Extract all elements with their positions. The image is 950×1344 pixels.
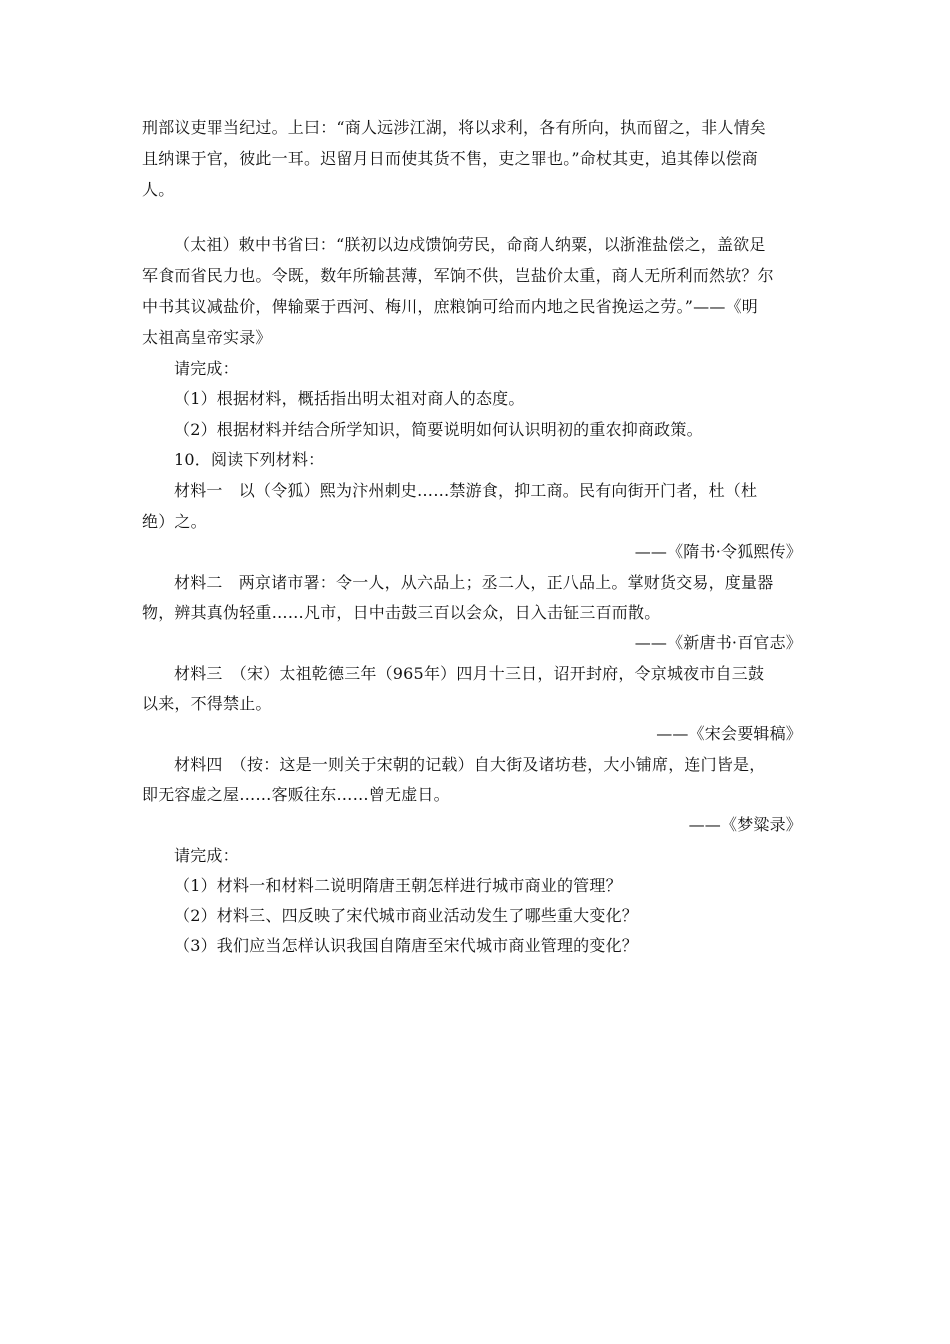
paragraph-line: 太祖高皇帝实录》 [142, 328, 272, 347]
material-line: 以来，不得禁止。 [142, 694, 272, 713]
paragraph-line: 且纳课于官，彼此一耳。迟留月日而使其货不售，吏之罪也。”命杖其吏，追其俸以偿商 [142, 149, 758, 168]
paragraph-line: 人。 [142, 180, 175, 199]
material-line: 材料三 （宋）太祖乾德三年（965年）四月十三日，诏开封府，令京城夜市自三鼓 [174, 664, 765, 683]
material-line: 材料一 以（令狐）熙为汴州刺史……禁游食，抑工商。民有向街开门者，杜（杜 [174, 481, 758, 500]
instruction-line: 请完成： [174, 359, 239, 378]
paragraph-line: 中书其议减盐价，俾输粟于西河、梅川，庶粮饷可给而内地之民省挽运之劳。”——《明 [142, 297, 758, 316]
material-line: 绝）之。 [142, 512, 207, 531]
paragraph-line: 刑部议吏罪当纪过。上曰：“商人远涉江湖，将以求利，各有所向，执而留之，非人情矣 [142, 118, 766, 137]
citation-line: ——《梦粱录》 [688, 815, 802, 834]
paragraph-line: 军食而省民力也。令既，数年所输甚薄，军饷不供，岂盐价太重，商人无所利而然欤？尔 [142, 266, 774, 285]
citation-line: ——《宋会要辑稿》 [656, 724, 802, 743]
question-line: （2）根据材料并结合所学知识，简要说明如何认识明初的重农抑商政策。 [174, 420, 703, 439]
question-line: （1）材料一和材料二说明隋唐王朝怎样进行城市商业的管理？ [174, 876, 622, 895]
instruction-line: 请完成： [174, 846, 239, 865]
question-heading: 10．阅读下列材料： [174, 450, 325, 469]
material-line: 材料四 （按：这是一则关于宋朝的记载）自大街及诸坊巷，大小铺席，连门皆是， [174, 755, 766, 774]
citation-line: ——《隋书·令狐熙传》 [634, 542, 802, 561]
material-line: 即无容虚之屋……客贩往东……曾无虚日。 [142, 785, 450, 804]
question-line: （1）根据材料，概括指出明太祖对商人的态度。 [174, 389, 525, 408]
citation-line: ——《新唐书·百官志》 [634, 633, 802, 652]
question-line: （3）我们应当怎样认识我国自隋唐至宋代城市商业管理的变化？ [174, 936, 638, 955]
paragraph-line: （太祖）敕中书省曰：“朕初以边戍馈饷劳民，命商人纳粟，以浙淮盐偿之，盖欲足 [174, 235, 766, 254]
material-line: 材料二 两京诸市署：令一人，从六品上；丞二人，正八品上。掌财货交易，度量器 [174, 573, 774, 592]
material-line: 物，辨其真伪轻重……凡市，日中击鼓三百以会众，日入击钲三百而散。 [142, 603, 661, 622]
question-line: （2）材料三、四反映了宋代城市商业活动发生了哪些重大变化？ [174, 906, 638, 925]
